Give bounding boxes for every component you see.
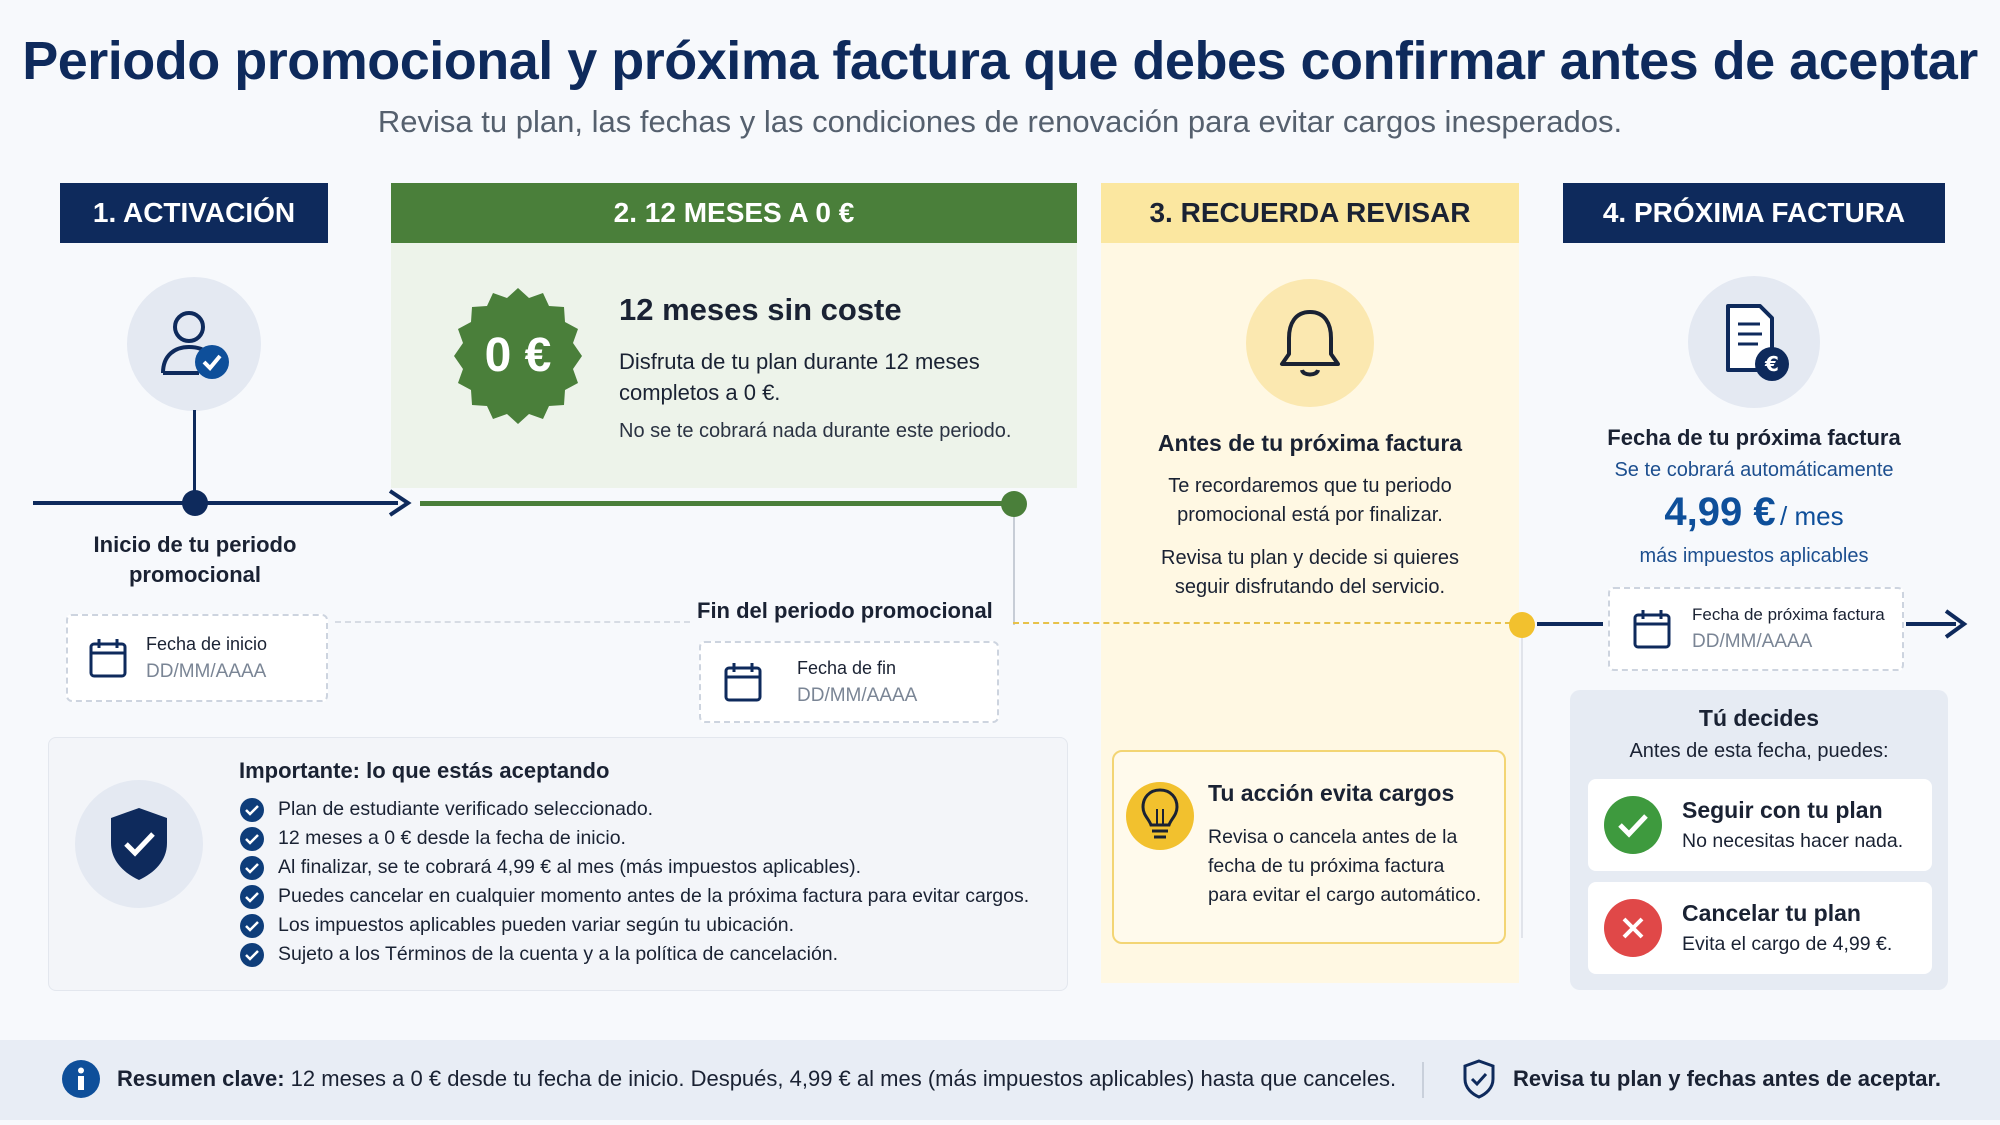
start-date-label: Fecha de inicio <box>146 633 268 654</box>
timeline-segment-free <box>420 501 1013 506</box>
shield-check-icon <box>75 780 203 908</box>
timeline-start-dot <box>182 490 208 516</box>
user-verified-icon <box>127 277 261 411</box>
end-caption: Fin del periodo promocional <box>697 598 993 623</box>
timeline-segment-bill <box>1537 622 1603 626</box>
free-text: Disfruta de tu plan durante 12 meses completos a 0 €. <box>619 349 980 405</box>
option-cancel-title: Cancelar tu plan <box>1682 900 1861 926</box>
start-date-box[interactable] <box>66 614 328 702</box>
bill-price-period: / mes <box>1780 501 1844 531</box>
bill-taxes: más impuestos aplicables <box>1639 545 1869 567</box>
option-keep-title: Seguir con tu plan <box>1682 797 1883 823</box>
tip-title: Tu acción evita cargos <box>1208 780 1455 806</box>
activation-caption: Inicio de tu periodo promocional <box>93 532 297 587</box>
stage-free-header: 2. 12 MESES A 0 € <box>391 183 1077 243</box>
timeline-reminder-dot <box>1509 612 1535 638</box>
timeline-connector <box>1013 517 1015 625</box>
next-bill-date-value: DD/MM/AAAA <box>1692 631 1813 652</box>
reminder-text-1: Te recordaremos que tu periodo promocional está por finalizar. <box>1168 475 1452 526</box>
footer-summary-text: 12 meses a 0 € desde tu fecha de inicio. Después, 4,99 € al mes (más impuestos aplicables) hasta que canceles. <box>290 1066 1397 1091</box>
bell-icon <box>1246 279 1374 407</box>
check-icon <box>240 798 264 822</box>
bill-heading: Fecha de tu próxima factura <box>1607 425 1901 450</box>
calendar-icon <box>88 637 128 679</box>
page-subtitle: Revisa tu plan, las fechas y las condiciones de renovación para evitar cargos inesperados. <box>377 104 1623 139</box>
timeline-arrow-icon <box>1944 609 1968 639</box>
stage-activation-header: 1. ACTIVACIÓN <box>60 183 328 243</box>
decide-subtitle: Antes de esta fecha, puedes: <box>1629 740 1889 762</box>
option-cancel-plan[interactable] <box>1588 882 1932 974</box>
page-title: Periodo promocional y próxima factura que debes confirmar antes de aceptar <box>22 31 1978 91</box>
option-cancel-desc: Evita el cargo de 4,99 €. <box>1682 933 1893 955</box>
reminder-text-2: Revisa tu plan y decide si quieres seguir disfrutando del servicio. <box>1161 547 1459 598</box>
list-item: Los impuestos aplicables pueden variar según tu ubicación. <box>240 911 1029 940</box>
dashed-guide <box>335 621 690 623</box>
invoice-euro-icon <box>1688 276 1820 408</box>
dashed-timeline <box>1013 622 1521 624</box>
option-keep-plan[interactable] <box>1588 779 1932 871</box>
check-icon <box>240 943 264 967</box>
reminder-heading: Antes de tu próxima factura <box>1157 430 1463 456</box>
check-icon <box>240 856 264 880</box>
important-title: Importante: lo que estás aceptando <box>239 758 610 783</box>
next-bill-date-label: Fecha de próxima factura <box>1692 605 1885 624</box>
calendar-icon <box>1632 608 1672 650</box>
start-date-value: DD/MM/AAAA <box>146 660 267 682</box>
next-bill-date-box[interactable] <box>1608 587 1904 671</box>
check-icon <box>240 885 264 909</box>
list-item: Al finalizar, se te cobrará 4,99 € al mes (más impuestos aplicables). <box>240 853 1029 882</box>
footer-divider <box>1422 1062 1424 1098</box>
calendar-icon <box>723 661 763 703</box>
list-item: Puedes cancelar en cualquier momento antes de la próxima factura para evitar cargos. <box>240 882 1029 911</box>
free-heading: 12 meses sin coste <box>619 292 902 327</box>
stage-reminder-header: 3. RECUERDA REVISAR <box>1101 183 1519 243</box>
stage-bill-header: 4. PRÓXIMA FACTURA <box>1563 183 1945 243</box>
bill-price: 4,99 € <box>1664 490 1776 534</box>
footer-summary <box>117 1066 1396 1092</box>
decide-title: Tú decides <box>1698 705 1820 731</box>
important-list <box>240 795 1029 969</box>
list-item: Plan de estudiante verificado seleccionado. <box>240 795 1029 824</box>
free-note: No se te cobrará nada durante este periodo. <box>619 420 1012 442</box>
svg-text:€: € <box>1765 352 1779 376</box>
timeline-connector <box>1521 638 1523 938</box>
timeline-connector <box>193 410 196 502</box>
check-icon <box>240 914 264 938</box>
end-date-box[interactable] <box>699 641 999 723</box>
info-icon <box>62 1060 100 1098</box>
check-icon <box>240 827 264 851</box>
check-circle-icon <box>1604 796 1662 854</box>
end-date-value: DD/MM/AAAA <box>797 684 918 706</box>
timeline-end-dot <box>1001 491 1027 517</box>
timeline-arrow-icon <box>388 489 412 517</box>
shield-check-icon <box>1462 1059 1496 1099</box>
end-date-label: Fecha de fin <box>797 657 897 678</box>
lightbulb-icon <box>1126 782 1194 850</box>
list-item: Sujeto a los Términos de la cuenta y a la política de cancelación. <box>240 940 1029 969</box>
zero-euro-badge: 0 € <box>484 329 552 382</box>
list-item: 12 meses a 0 € desde la fecha de inicio. <box>240 824 1029 853</box>
footer-right-text: Revisa tu plan y fechas antes de aceptar. <box>1513 1066 1941 1091</box>
bill-auto-charge: Se te cobrará automáticamente <box>1614 459 1894 481</box>
tip-text: Revisa o cancela antes de la fecha de tu próxima factura para evitar el cargo automático. <box>1208 826 1482 906</box>
close-circle-icon <box>1604 899 1662 957</box>
bill-price-row <box>1563 490 1945 535</box>
footer-summary-label: Resumen clave: <box>117 1066 285 1091</box>
timeline-segment-activation <box>33 501 398 505</box>
option-keep-desc: No necesitas hacer nada. <box>1682 830 1904 852</box>
